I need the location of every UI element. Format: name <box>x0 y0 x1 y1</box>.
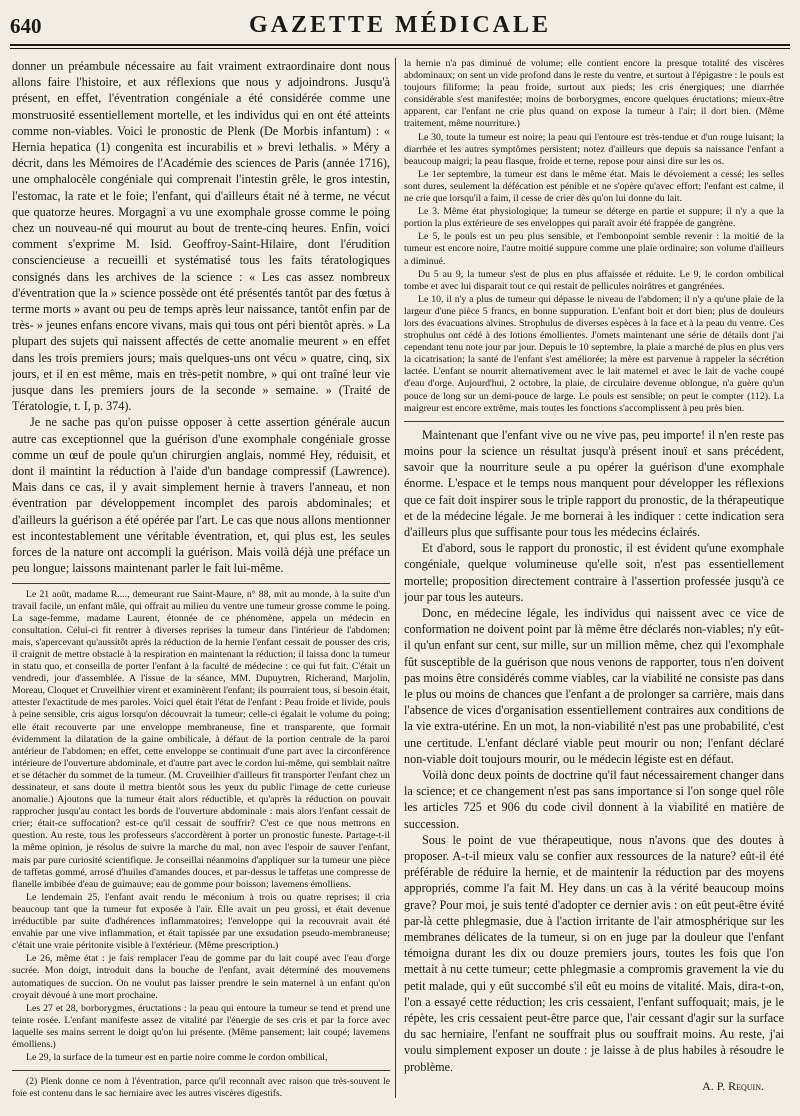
observation-27-28: Les 27 et 28, borborygmes, éructations : la peau qui entoure la tumeur se tend et prend une teinte rosée. L'enfant manifeste assez de vitalité par l'énergie de ses cris et par la force avec laquelle ses mains serrent le doigt qu'on lui présente. (Même pansement; lait coupé; lavemens émolliens.) <box>12 1002 390 1050</box>
observation-30: Le 30, toute la tumeur est noire; la peau qui l'entoure est très-tendue et d'un rouge luisant; la diarrhée et les autres symptômes persistent; notez d'ailleurs que depuis sa naissance l'enfant a beaucoup maigri; la peau flasque, froide et terne, repose pour ainsi dire sur les os. <box>404 131 784 167</box>
paragraph-hey-case: Je ne sache pas qu'on puisse opposer à cette assertion générale aucun autre cas exceptionnel que la guérison d'une exomphale congéniale grosse comme un œuf de poule qu'un chirurgien anglais, nommé Hey, réduisit, et dont il maintint la réduction à l'aide d'un bandage compressif (Lawrence). Mais dans ce cas, il y avait simplement hernie à travers l'anneau, et non éventration par développement incomplet des parois abdominales; et d'ailleurs la guérison a été opérée par l'art. Le cas que nous allons mentionner est incontestablement une véritable éventration, et, qui plus est, les seules forces de la nature ont accompli la guérison. Mais voilà déjà une préface un peu longue; laissons maintenant parler le fait lui-même. <box>12 415 390 576</box>
observation-1er-septembre: Le 1er septembre, la tumeur est dans le même état. Mais le dévoiement a cessé; les selles sont dures, seulement la défécation est pénible et ne s'opère qu'avec effort; l'enfant est calme, il ne crie que lorsqu'il a faim, il cesse de crier dès qu'on lui donne du lait. <box>404 168 784 205</box>
footnote <box>12 1076 390 1100</box>
observation-29: Le 29, la surface de la tumeur est en partie noire comme le cordon ombilical, <box>26 1052 328 1064</box>
header-rule <box>10 44 790 46</box>
observation-10: Le 10, il n'y a plus de tumeur qui dépasse le niveau de l'abdomen; il n'y a qu'une plaie de la largeur d'une pièce 5 francs, en bonne suppuration. L'enfant boit et dort bien; plus de douleurs lors des évacuations alvines. Strophulus de diverses espèces à la face et à la peau du ventre. Ces strophulus ont cédé à des lotions émollientes. J'omets maintenant une série de détails dont j'ai cependant tenu note jour par jour. Depuis le 10 septembre, la plaie a marché de plus en plus vers la cicatrisation; la santé de l'enfant s'est améliorée; la mère est parvenue à rappeler la sécrétion lactée. L'enfant se nourrit alternativement avec le lait maternel et avec le lait de vache coupé d'eau d'orge. Aujourd'hui, 2 octobre, la plaie, de circulaire devenue oblongue, n'a guère qu'un pouce de long sur un demi-pouce de large. Le pouls est sensible; on peut le compter (112). La maigreur est encore extrême, mais toutes les fonctions s'accomplissent à peu près bien. <box>404 293 784 414</box>
journal-title: GAZETTE MÉDICALE <box>248 12 552 38</box>
paragraph-legal-medicine: Donc, en médecine légale, les individus qui naissent avec ce vice de conformation ne doivent point par là même être déclarés non-viables; n'y eût-il qu'un enfant sur cent, sur mille, sur un million même, chez qui l'exomphale fût susceptible de la guérison que nous venons de rapporter, tous n'en doivent pas moins être considérés comme viables, car la viabilité ne consiste pas dans le plus ou moins de chances que l'enfant a de prolonger sa carrière, mais dans l'absence de vices d'organisation essentiellement contraires aux conditions de la vie extra-utérine. En un mot, la non-viabilité n'est pas une probabilité, c'est une certitude. L'enfant déclaré viable peut mourir ou non; l'enfant déclaré non-viable doit toujours mourir, ou le médecin légiste est en défaut. <box>404 605 784 766</box>
left-column <box>12 58 390 1104</box>
observation-continued-block <box>404 58 784 415</box>
page-header <box>10 10 790 54</box>
author-signature: A. P. Requin. <box>702 1078 764 1093</box>
paragraph-result: Maintenant que l'enfant vive ou ne vive pas, peu importe! il n'en reste pas moins pour la science un résultat jusqu'à présent inouï et sans précédent, savoir que la nourriture seule a pu opérer la guérison d'une exomphale énorme. L'espace et le temps nous manquent pour développer les réflexions que ce fait doit inspirer sous le triple rapport du pronostic, de la thérapeutique et de la médecine légale. Je me bornerai à les indiquer : cette indication sera d'ailleurs plus que suffisante pour tous les médecins éclairés. <box>404 427 784 539</box>
footnote-text: (2) Plenk donne ce nom à l'éventration, parce qu'il reconnaît avec raison que très-souvent le foie est contenu dans le sac herniaire avec les autres viscères digestifs. <box>12 1076 390 1100</box>
paragraph-therapeutics: Sous le point de vue thérapeutique, nous n'avons que des doutes à proposer. A-t-il mieux valu se confier aux ressources de la nature? eût-il été préférable de réduire la hernie, et de maintenir la réduction par des moyens appropriés, comme l'a fait M. Hey dans un cas à la vérité beaucoup moins grave? Pour moi, je suis tenté d'adopter ce dernier avis : on eût peut-être évité par-là cette phlegmasie, due à l'action irritante de l'air atmosphérique sur les membranes délicates de la tumeur, si on en juge par la douleur que l'enfant témoigna durant les dix ou douze premiers jours, toutes les fois que l'on mettait à nu cette tumeur; cette phlegmasie a compromis gravement la vie du petit malade, qui y eût succombé s'il eût eu moins de vitalité. Mais, dira-t-on, l'on a essayé cette réduction; les cris cessaient, l'enfant suffoquait; mais, je le répète, les cris cessaient peut-être parce que, l'air cessant d'agir sur la surface du sac herniaire, l'enfant ne souffrait plus ou souffrait moins. Au reste, j'ai voulu simplement exposer un doute : je laisse à de plus habiles à résoudre le problème. <box>404 832 784 1074</box>
observation-26: Le 26, même état : je fais remplacer l'eau de gomme par du lait coupé avec l'eau d'orge sucrée. Mon doigt, introduit dans la bouche de l'enfant, avait déterminé des mouvemens automatiques de succion. On ne voulut pas laisser prendre le sein maternel à un enfant qu'on croyait dévoué à une mort prochaine. <box>12 953 390 1001</box>
paragraph-intro: donner un préambule nécessaire au fait vraiment extraordinaire dont nous allons faire l'histoire, et aux réflexions que nous y adjoindrons. Jusqu'à présent, en effet, l'éventration congéniale a été considérée comme une monstruosité essentiellement mortelle, et les individus qui en ont été atteints comme non-viables. Voici le pronostic de Plenk (De Morbis infantum) : « Hernia hepatica (1) congenita est incurabilis et » brevi lethalis. » Méry a décrit, dans les Mémoires de l'Académie des sciences de Paris (année 1716), une omphalocèle congéniale qui comprenait l'intestin grêle, le gros intestin, l'estomac, la rate et le foie; l'enfant, qui d'ailleurs était né à terme, ne vécut que quatorze heures. Morgagni a vu une exomphale grosse comme le poing chez un nouveau-né qui mourut au bout de trente-cinq heures. Enfin, voici comment s'exprime M. Isid. Geoffroy-Saint-Hilaire, dont l'érudition consciencieuse a recueilli et systématisé tous les faits tératologiques consignés dans les archives de la science : « Les cas assez nombreux d'éventration que la » science possède ont été présentés tantôt par des fœtus à terme morts » avant ou peu de temps après leur naissance, tantôt enfin par de très- » jeunes enfans encore vivans, mais qui tous ont péri bientôt après. » La plupart des sujets qui naissent affectés de cette anomalie meurent » en effet dans les trois premiers jours; mais quelques-uns ont vécu » quatre, cinq, six jours, et il en est même, mais en très-petit nombre, » qui ont traîné leur vie jusque dans les premiers jours de la seconde » semaine. » (Traité de Tératologie, t. I, p. 374). <box>12 59 390 414</box>
column-divider <box>395 58 396 1098</box>
intro-block <box>12 58 390 577</box>
observation-25: Le lendemain 25, l'enfant avait rendu le méconium à trois ou quatre reprises; il cria beaucoup tant que la tumeur fut exposée à l'air. Elle avait un peu grossi, et était devenue irréductible par suite d'adhérences inflammatoires; l'enveloppe qui la recouvrait avait été envahie par une vive inflammation, et était tapissée par une exsudation pseudo-membraneuse; c'était une vraie péritonite visible à l'extérieur. (Même prescription.) <box>12 891 390 952</box>
section-rule-right <box>404 421 784 422</box>
observation-block <box>12 589 390 1065</box>
observation-21-aout: Le 21 août, madame R...., demeurant rue Saint-Maure, n° 88, mit au monde, à la suite d'un travail facile, un enfant mâle, qui offrait au milieu du ventre une tumeur grosse comme le poing. La sage-femme, madame Laurent, étonnée de ce phénomène, appela un médecin en consultation. Celui-ci fit rentrer à diverses reprises la tumeur dans l'intérieur de l'abdomen; mais, s'apercevant qu'aussitôt après la réduction de la hernie l'enfant cessait de pousser des cris, il craignit de mettre obstacle à la respiration en maintenant la réduction; il laissa donc la tumeur in statu quo, et conseilla de porter l'enfant à la faculté de médecine : ce qui fut fait. C'était un vendredi, jour d'assemblée. A l'issue de la séance, MM. Dupuytren, Richerand, Marjolin, Moreau, Cloquet et Cruveilhier virent et examinèrent l'enfant; ils pourraient tous, si besoin était, attester l'exactitude de mes paroles. Voici quel était l'état de l'enfant : Peau froide et livide, pouls à peine sensible, cris aigus lorsqu'on découvrait la tumeur; celle-ci égalait le volume du poing; elle était recouverte par une enveloppe membraneuse, fine et transparente, que formait évidemment la dilatation de la gaine ombilicale, à défaut de la portion centrale de la paroi antérieur de l'abdomen; en effet, cette enveloppe se continuait d'une part avec la circonférence intérieure de l'ouverture abdominale, et d'autre part avec le cordon lui-même, qui semblait naître et se détacher du sommet de la tumeur. (M. Cruveilhier d'ailleurs fit transporter l'enfant chez un dessinateur, et sans doute il mettra bientôt sous les yeux du public l'image de cette curieuse anomalie.) Ajoutons que la tumeur était alors réductible, et qu'après la réduction on pouvait rapprocher jusqu'au contact les bords de l'ouverture abdominale : mais alors l'enfant cessait de crier; était-ce suffocation? est-ce qu'il cessait de souffrir? C'est ce que nous mettrons en question. Au reste, tous les professeurs s'accordèrent à porter un pronostic funeste. Partage-t-il la même opinion, je résolus de suivre la marche du mal, non avec l'espoir de sauver l'enfant, mais par pure curiosité scientifique. Je conseillai néanmoins d'appliquer sur la tumeur une pièce de taffetas gommé, arrosé d'huiles d'amandes douces, et par-dessus le taffetas une compresse de flanelle imbibée d'eau de guimauve; eau de gomme pour boisson; lavemens émolliens. <box>12 588 390 890</box>
conclusions-block <box>404 427 784 1075</box>
header-rule-thin <box>10 48 790 49</box>
right-column <box>404 58 784 1104</box>
paragraph-doctrine: Voilà donc deux points de doctrine qu'il faut nécessairement changer dans la science; et ce changement n'est pas sans importance si l'on songe quel rôle les articles 725 et 906 du code civil donnent à la viabilité en matière de succession. <box>404 767 784 831</box>
page-number: 640 <box>10 14 42 38</box>
footnote-rule <box>12 1070 390 1071</box>
observation-3: Le 3. Même état physiologique; la tumeur se déterge en partie et suppure; il n'y a que la portion la plus extérieure de ses enveloppes qui paraît avoir été frappée de gangrène. <box>404 206 784 230</box>
observation-5-au-9: Du 5 au 9, la tumeur s'est de plus en plus affaissée et réduite. Le 9, le cordon ombilical tombe et avec lui disparait tout ce qui restait de pellicules noirâtres et gangrénées. <box>404 268 784 292</box>
paragraph-prognosis: Et d'abord, sous le rapport du pronostic, il est évident qu'une exomphale congéniale, quelque volumineuse qu'elle soit, n'est pas essentiellement mortelle; proposition directement contraire à l'assertion professée jusqu'à ce jour par tous les auteurs. <box>404 541 784 604</box>
observation-5: Le 5, le pouls est un peu plus sensible, et l'embonpoint semble revenir : la moitié de la tumeur est encore noire, l'autre moitié suppure comme une plaie ordinaire; son volume d'ailleurs a diminué. <box>404 231 784 267</box>
observation-29-continued: la hernie n'a pas diminué de volume; elle contient encore la presque totalité des viscères abdominaux; on sent un vide profond dans le reste du ventre, et surtout à l'épigastre : le pouls est toujours filiforme; la peau froide, surtout aux pieds; les cris énergiques; une diarrhée considérable s'est manifestée; moins de borborygmes, encore quelques éructations; mieux-être apparent, car l'enfant ne crie plus quand on expose la tumeur à l'air; il dort bien. (Même traitement, même nourriture.) <box>404 58 784 130</box>
section-rule <box>12 583 390 584</box>
